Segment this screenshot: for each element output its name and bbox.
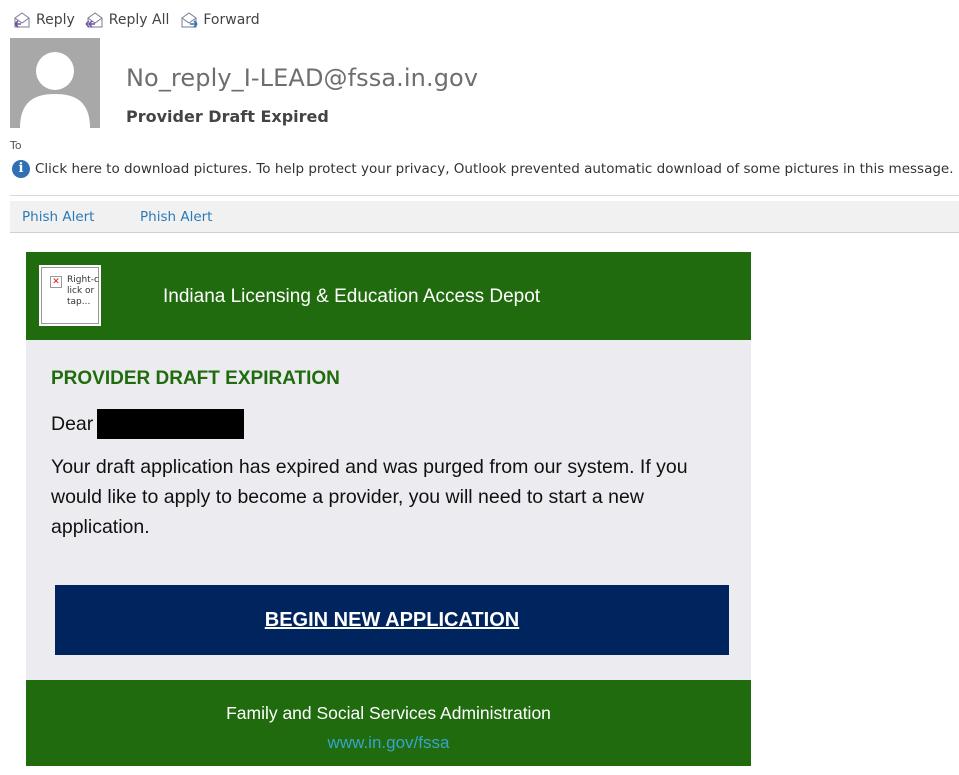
sender-address: No_reply_I-LEAD@fssa.in.gov (126, 64, 479, 92)
addin-bar (10, 201, 959, 233)
phish-alert-link[interactable]: Phish Alert (140, 209, 213, 225)
to-label: To (10, 139, 22, 152)
reply-all-label: Reply All (108, 12, 170, 28)
reply-label: Reply (36, 12, 75, 28)
email-header-banner (26, 252, 751, 340)
avatar-icon (10, 38, 100, 128)
header-title: Indiana Licensing & Education Access Depot (163, 286, 541, 307)
reply-button[interactable] (12, 11, 75, 29)
info-icon: i (12, 160, 30, 178)
avatar (10, 38, 100, 128)
download-pictures-infobar[interactable] (12, 160, 954, 178)
reply-all-icon (85, 11, 105, 29)
infobar-text: Click here to download pictures. To help protect your privacy, Outlook prevented automatic download of some pictures in this message. (35, 161, 954, 177)
email-footer (26, 680, 751, 766)
greeting-line (51, 409, 244, 439)
email-heading: PROVIDER DRAFT EXPIRATION (51, 368, 340, 389)
forward-icon (179, 11, 199, 29)
message-toolbar (12, 8, 270, 32)
cta-label: BEGIN NEW APPLICATION (264, 608, 520, 631)
reply-all-button[interactable] (85, 11, 170, 29)
email-body (26, 252, 751, 766)
reply-icon (12, 11, 32, 29)
forward-button[interactable] (179, 11, 259, 29)
redacted-name (97, 409, 244, 439)
image-placeholder-text: Right-click or tap... (67, 275, 99, 307)
logo-image-placeholder[interactable] (39, 265, 101, 326)
broken-image-icon: ✕ (50, 276, 62, 288)
message-subject: Provider Draft Expired (126, 107, 329, 126)
footer-org-name: Family and Social Services Administration (226, 703, 551, 723)
email-content (26, 340, 751, 680)
greeting-text: Dear (51, 412, 94, 435)
phish-alert-link[interactable]: Phish Alert (22, 209, 95, 225)
forward-label: Forward (203, 12, 260, 28)
email-body-text: Your draft application has expired and was purged from our system. If you would like to apply to become a provider, you will need to start a new application. (51, 456, 688, 538)
divider (10, 195, 959, 196)
begin-new-application-button[interactable] (55, 585, 729, 655)
footer-website-link[interactable]: www.in.gov/fssa (327, 733, 450, 752)
